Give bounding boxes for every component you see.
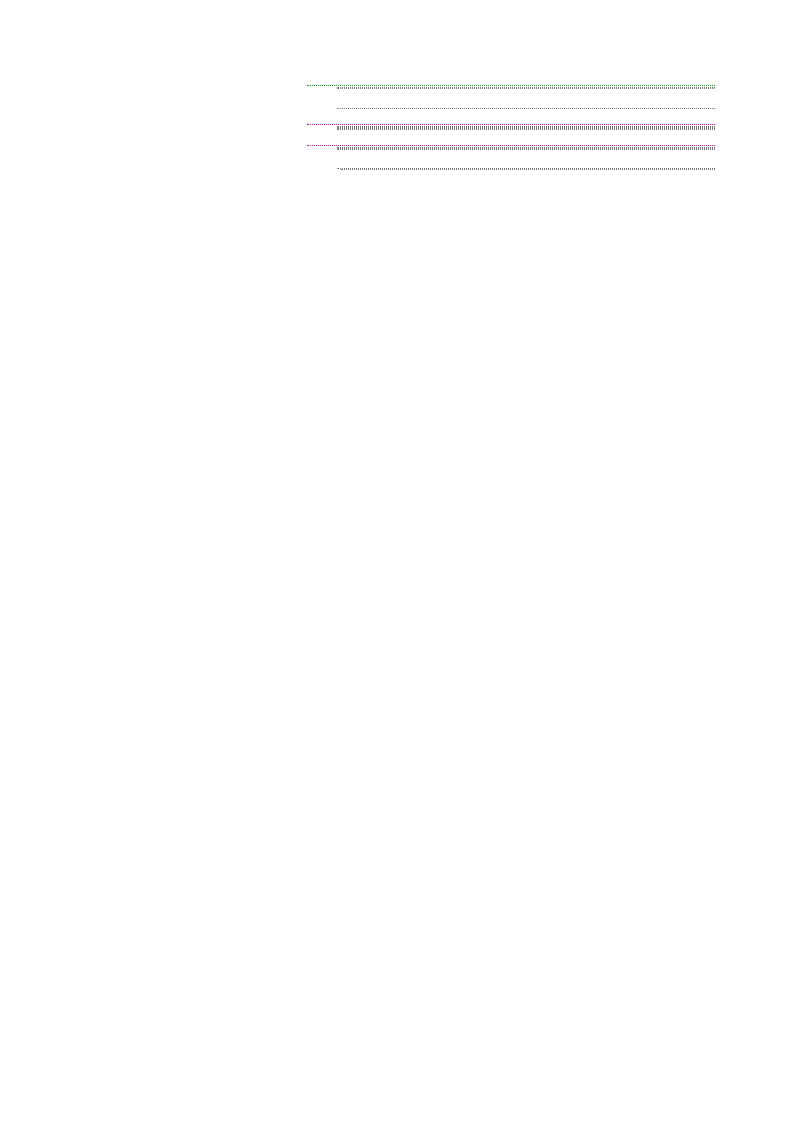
spotlight-entry (336, 92, 716, 112)
spotlight-line (336, 172, 716, 173)
dot-leader (341, 169, 715, 170)
dot-leader (307, 145, 715, 146)
box-entry-line (336, 132, 716, 133)
watermark (8, 1096, 12, 1113)
box-entry (306, 132, 716, 133)
dot-leader (307, 124, 715, 125)
dot-leader (337, 149, 715, 150)
box-entry-body (336, 132, 716, 133)
box-entry-line (336, 152, 716, 153)
dot-leader (337, 129, 715, 130)
boxes-side-title (22, 24, 267, 724)
chapter-section (306, 148, 716, 174)
dot-leader (337, 88, 715, 89)
box-entry-line (336, 91, 716, 92)
chapter-section (306, 127, 716, 133)
spotlight-entry (336, 172, 716, 173)
box-entry (306, 91, 716, 92)
chapter-section (306, 88, 716, 112)
dot-leader (307, 85, 715, 86)
box-entry-body (336, 152, 716, 153)
table-of-contents (306, 88, 716, 173)
box-entry-body (336, 91, 716, 92)
dot-leader (337, 108, 715, 109)
box-entry (306, 152, 716, 153)
spotlight-line (336, 111, 716, 112)
